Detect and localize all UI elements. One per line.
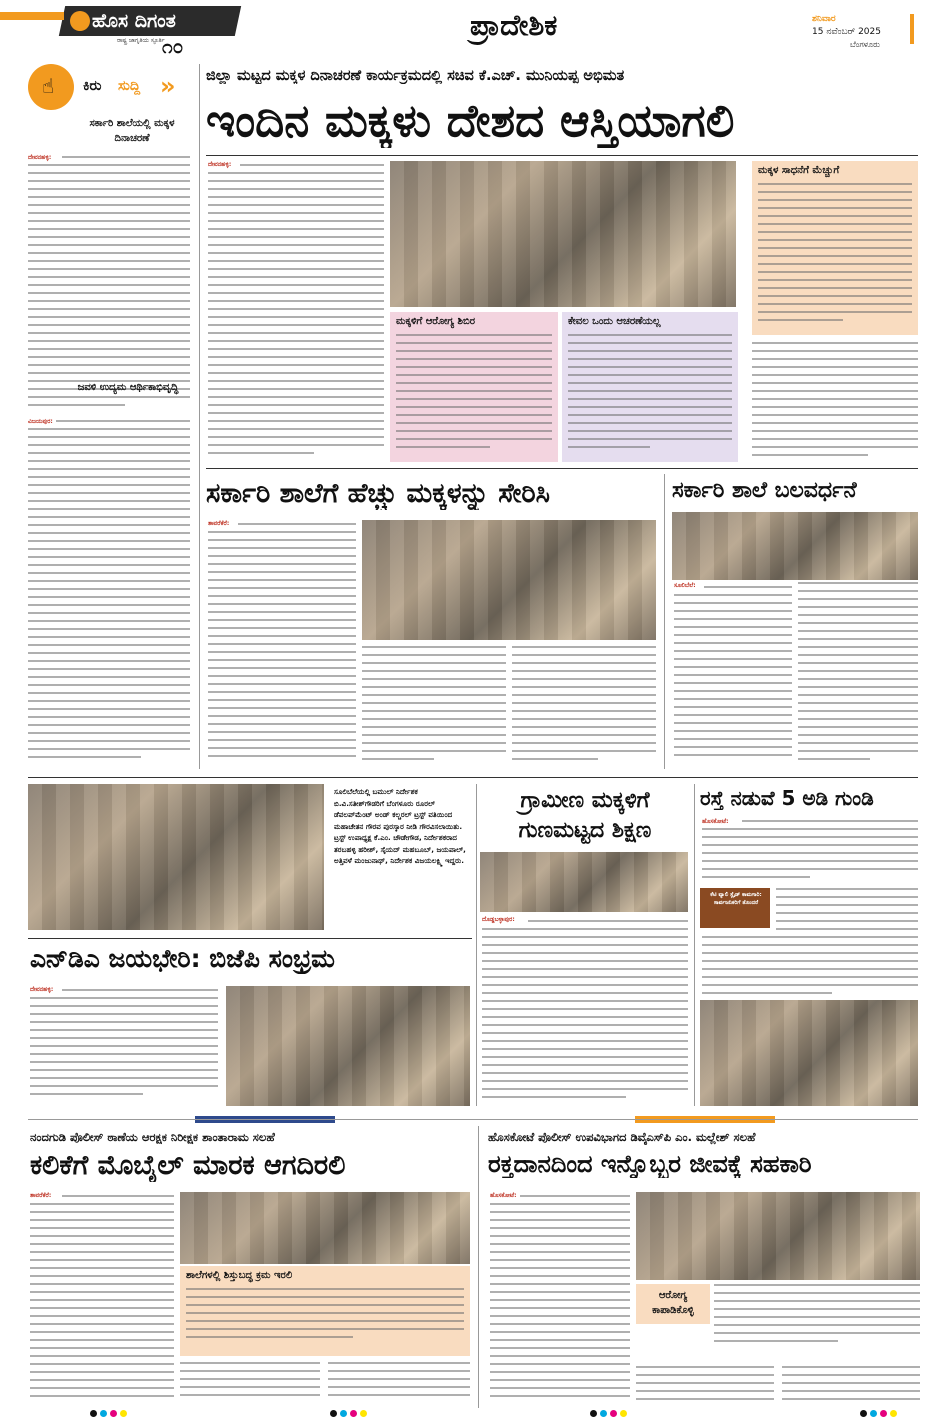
story2-body-col3	[512, 646, 656, 769]
kirusuddi-item1-dateline: ದೇವನಹಳ್ಳಿ:	[28, 154, 52, 161]
lead-body-col1	[208, 164, 384, 462]
story5-body-bottom	[702, 936, 918, 1000]
logo-emblem-icon	[70, 11, 90, 31]
kirusuddi-label-b: ಸುದ್ದಿ	[118, 78, 141, 94]
lead-dateline: ದೇವನಹಳ್ಳಿ:	[208, 161, 232, 168]
lead-body-col4	[752, 342, 918, 462]
story3-photo	[672, 512, 918, 580]
story5-dateline: ಹೊಸಕೋಟೆ:	[702, 818, 729, 825]
page-number: ೧೦	[162, 36, 184, 58]
kirusuddi-badge: ☝ ಕಿರು ಸುದ್ದಿ »	[28, 64, 183, 110]
logo-text: ಹೊಸ ದಿಗಂತ	[92, 10, 176, 32]
lead-box2	[562, 312, 738, 462]
award-caption: ಸೂಲಿಬೆಲೆಯಲ್ಲಿ ಬಮುಲ್ ನಿರ್ದೇಶಕ ಬಿ.ವಿ.ಸತೀಶ್‌ಗೌಡರಿಗೆ ಬೆಂಗಳೂರು ರೂರಲ್ ಡೆವಲಪ್‌ಮೆಂಟ್ ಅಂಡ್ ಕಲ್ಚರಲ್ ಟ್ರಸ್ಟ್ ವತಿಯಿಂದ ಮಹಾಚೇತನ ಗೌರವ ಪುರಸ್ಕಾರ ನೀಡಿ ಗೌರವಿಸಲಾಯಿತು. ಟ್ರಸ್ಟ್ ಉಪಾಧ್ಯಕ್ಷ ಕೆ.ಎಂ. ಚೌಡೇಗೌಡ, ನಿರ್ದೇಶಕರಾದ ತರಬಹಳ್ಳಿ ಹರೀಶ್, ಸೈಯದ್ ಮಹಬೂಬ್, ಜಯಪಾಲ್, ಅತ್ತಿವಳೆ ಮಂಜುನಾಥ್, ನಿರ್ದೇಶಕ ವಿಜಯಲಕ್ಷ್ಮಿ ಇದ್ದರು.	[334, 787, 466, 865]
story8-headline: ರಕ್ತದಾನದಿಂದ ಇನ್ನೊಬ್ಬರ ಜೀವಕ್ಕೆ ಸಹಕಾರಿ	[488, 1150, 812, 1178]
lead-kicker: ಜಿಲ್ಲಾ ಮಟ್ಟದ ಮಕ್ಕಳ ದಿನಾಚರಣೆ ಕಾರ್ಯಕ್ರಮದಲ್ಲಿ ಸಚಿವ ಕೆ.ಎಚ್. ಮುನಿಯಪ್ಪ ಅಭಿಮತ	[206, 68, 625, 84]
story7-body-col3	[328, 1362, 470, 1408]
story4-body	[482, 920, 688, 1106]
masthead-day: ಶನಿವಾರ	[812, 14, 836, 24]
story6-body-top	[30, 989, 218, 1106]
story7-headline: ಕಲಿಕೆಗೆ ಮೊಬೈಲ್ ಮಾರಕ ಆಗದಿರಲಿ	[30, 1150, 346, 1181]
story8-dateline: ಹೊಸಕೋಟೆ:	[490, 1192, 517, 1199]
story5-inset	[700, 888, 770, 928]
story7-dateline: ತಾವರೆಕೆರೆ:	[30, 1192, 52, 1199]
story5-inset-label: ಕೆಟಿ ವ್ಯಾಲಿ ಸ್ಲೈಡ್ ಕಾಮಗಾರಿ: ಸಾರ್ವಜನಿಕರಿಗೆ ತೊಂದರೆ	[710, 892, 762, 906]
story2-body-col2	[362, 646, 506, 769]
story8-body-col2	[636, 1366, 774, 1408]
registration-marks-2	[330, 1410, 380, 1418]
story7-box-title: ಶಾಲೆಗಳಲ್ಲಿ ಶಿಸ್ತುಬದ್ಧ ಕ್ರಮ ಇರಲಿ	[186, 1270, 293, 1281]
story6-photo	[226, 986, 470, 1106]
section-title: ಪ್ರಾದೇಶಿಕ	[470, 8, 558, 42]
story8-box-body	[714, 1284, 920, 1364]
story3-body-col1	[674, 586, 792, 769]
story4-photo	[480, 852, 688, 912]
registration-marks	[90, 1410, 140, 1418]
masthead-date: 15 ನವೆಂಬರ್ 2025	[812, 27, 881, 37]
story7-kicker: ನಂದಗುಡಿ ಪೊಲೀಸ್ ಠಾಣೆಯ ಆರಕ್ಷಕ ನಿರೀಕ್ಷಕ ಶಾಂತಾರಾಮ ಸಲಹೆ	[30, 1130, 275, 1144]
story4-dateline: ದೊಡ್ಡಬಳ್ಳಾಪುರ:	[482, 916, 515, 923]
lead-side1-title: ಮಕ್ಕಳ ಸಾಧನೆಗೆ ಮೆಚ್ಚುಗೆ	[758, 165, 840, 176]
masthead	[0, 0, 945, 62]
story3-headline: ಸರ್ಕಾರಿ ಶಾಲೆ ಬಲವರ್ಧನೆ	[672, 478, 857, 503]
story2-headline: ಸರ್ಕಾರಿ ಶಾಲೆಗೆ ಹೆಚ್ಚು ಮಕ್ಕಳನ್ನು ಸೇರಿಸಿ	[206, 478, 551, 509]
story8-box-title: ಆರೋಗ್ಯ ಕಾಪಾಡಿಕೊಳ್ಳಿ	[652, 1290, 694, 1316]
story8-kicker: ಹೊಸಕೋಟೆ ಪೊಲೀಸ್ ಉಪವಿಭಾಗದ ಡಿವೈಎಸ್‌ಪಿ ಎಂ. ಮಲ್ಲೇಶ್ ಸಲಹೆ	[488, 1130, 756, 1144]
lead-box1	[390, 312, 558, 462]
masthead-logo	[62, 6, 242, 56]
story7-body-col1	[30, 1195, 174, 1407]
story7-box	[180, 1266, 470, 1356]
story2-dateline: ತಾವರೆಕೆರೆ:	[208, 520, 230, 527]
story2-photo	[362, 520, 656, 640]
kirusuddi-item2-body	[28, 420, 190, 765]
kirusuddi-item2-title: ಜವಳಿ ಉದ್ಯಮ ಆರ್ಥಿಕಾಭಿವೃದ್ಧಿ	[77, 382, 179, 393]
story5-body-mid	[776, 888, 918, 936]
story5-body-top	[702, 820, 918, 884]
kirusuddi-item1-title: ಸರ್ಕಾರಿ ಶಾಲೆಯಲ್ಲಿ ಮಕ್ಕಳ ದಿನಾಚರಣೆ	[89, 118, 175, 144]
kirusuddi-label-a: ಕಿರು	[83, 78, 102, 94]
story7-body-col2	[180, 1362, 320, 1408]
lead-photo	[390, 161, 736, 307]
lead-headline: ಇಂದಿನ ಮಕ್ಕಳು ದೇಶದ ಆಸ್ತಿಯಾಗಲಿ	[206, 94, 735, 147]
story5-headline: ರಸ್ತೆ ನಡುವೆ 5 ಅಡಿ ಗುಂಡಿ	[700, 786, 874, 810]
story8-box	[636, 1284, 710, 1324]
logo-tagline: ರಾಷ್ಟ್ರ ಜಾಗೃತಿಯ ಸ್ಫೂರ್ತಿ	[117, 37, 165, 44]
story6-dateline: ದೇವನಹಳ್ಳಿ:	[30, 986, 54, 993]
story8-body-col1	[490, 1195, 630, 1407]
kirusuddi-column	[28, 64, 196, 769]
award-photo	[28, 784, 324, 930]
story5-photo	[700, 1000, 918, 1106]
masthead-city: ಬೆಂಗಳೂರು	[850, 40, 880, 49]
story3-dateline: ಸೂಲಿಬೆಲೆ:	[674, 582, 696, 589]
registration-marks-4	[860, 1410, 910, 1418]
story4-headline: ಗ್ರಾಮೀಣ ಮಕ್ಕಳಿಗೆ ಗುಣಮಟ್ಟದ ಶಿಕ್ಷಣ	[518, 788, 652, 843]
story3-body-col2	[798, 582, 918, 769]
story8-photo	[636, 1192, 920, 1280]
kirusuddi-item2-dateline: ವಿಜಯಪುರ:	[28, 418, 53, 425]
chevron-right-icon: »	[160, 72, 176, 100]
kirusuddi-item1-body	[28, 156, 190, 414]
registration-marks-3	[590, 1410, 640, 1418]
story8-body-col3	[782, 1366, 920, 1408]
story2-body-col1	[208, 523, 356, 769]
story6-headline: ಎನ್‌ಡಿಎ ಜಯಭೇರಿ: ಬಿಜೆಪಿ ಸಂಭ್ರಮ	[30, 944, 335, 973]
lead-box2-title: ಕೇವಲ ಒಂದು ಆಚರಣೆಯಲ್ಲ	[568, 316, 661, 327]
story7-photo	[180, 1192, 470, 1264]
lead-sidebar	[752, 161, 918, 335]
lead-box1-title: ಮಕ್ಕಳಿಗೆ ಆರೋಗ್ಯ ಶಿಬಿರ	[396, 316, 476, 327]
